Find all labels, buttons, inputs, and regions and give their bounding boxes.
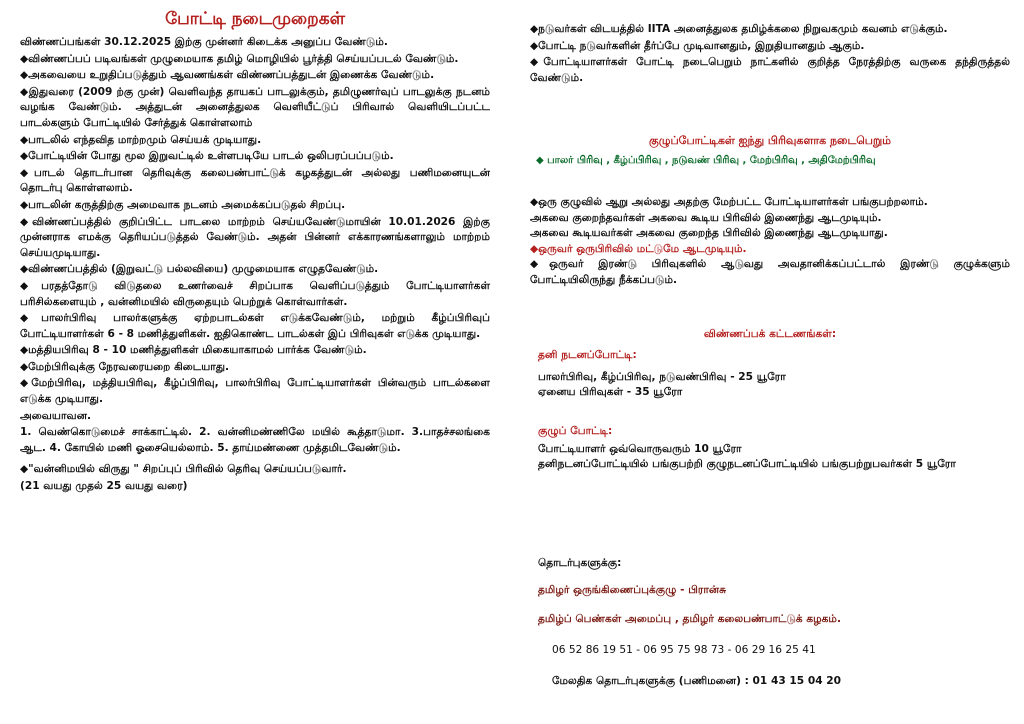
rule-item: ◆மேற்பிரிவு, மத்தியபிரிவு, கீழ்ப்பிரிவு, பாலர்பிரிவு போட்டியாளர்கள் பின்வரும் பாடல்களை எடுக்க முடியாது. — [20, 377, 490, 406]
contact-org: தமிழ்ப் பெண்கள் அமைப்பு , தமிழர் கலைபண்பாட்டுக் கழகம். — [538, 613, 841, 625]
rule-item: ◆பாலர்பிரிவு பாலர்களுக்கு ஏற்றபாடல்கள் எடுக்கவேண்டும், மற்றும் கீழ்ப்பிரிவுப் போட்டியாளர்கள் 6 - 8 மணித்துளிகள். ஐதிகொண்ட பாடல்கள் இப் பிரிவுகள் எடுக்க முடியாது. — [20, 312, 490, 340]
fee-line: பாலர்பிரிவு, கீழ்ப்பிரிவு, நடுவண்பிரிவு - 25 யூரோ — [538, 370, 786, 383]
contact-org: தமிழர் ஒருங்கிணைப்புக்குழு - பிரான்சு — [538, 584, 727, 596]
rule-item: ◆போட்டியாளர்கள் போட்டி நடைபெறும் நாட்களில் குறித்த நேரத்திற்கு வருகை தந்திருத்தல் வேண்டும். — [530, 56, 1010, 84]
rule-item: அகவை கூடியவர்கள் அகவை குறைந்த பிரிவில் இணைந்து ஆடமுடியாது. — [530, 227, 888, 240]
rule-item: ◆பாடலில் எந்தவித மாற்றமும் செய்யக் முடியாது. — [20, 133, 262, 146]
fee-line: ஏனைய பிரிவுகள் - 35 யூரோ — [538, 386, 683, 399]
solo-heading: தனி நடனப்போட்டி: — [538, 349, 637, 361]
extra-contact: மேலதிக தொடர்புகளுக்கு (பணிமனை) : 01 43 15 04 20 — [552, 675, 841, 687]
rule-item: விண்ணப்பங்கள் 30.12.2025 இற்கு முன்னர் கிடைக்க அனுப்ப வேண்டும். — [20, 36, 388, 48]
fee-line: தனிநடனப்போட்டியில் பங்குபற்றி குழுநடனப்போட்டியில் பங்குபற்றுபவர்கள் 5 யூரோ — [538, 458, 956, 471]
fee-line: போட்டியாளர் ஒவ்வொருவரும் 10 யூரோ — [538, 442, 742, 455]
song-list: 1. வெண்கொடுமைச் சாக்காட்டில். 2. வன்னிமண்ணிலே மயில் கூத்தாடுமா. 3.பாதச்சலங்கை ஆட. 4. கோயில் மணி ஓசையெல்லாம். 5. தாய்மண்ணை முத்தமிடவேண்டும். — [20, 426, 490, 454]
rule-item: ◆மத்தியபிரிவு 8 - 10 மணித்துளிகள் மிகையாகாமல் பார்க்க வேண்டும். — [20, 344, 367, 357]
rule-item: அகவை குறைந்தவர்கள் அகவை கூடிய பிரிவில் இணைந்து ஆடமுடியும். — [530, 211, 882, 224]
rule-item: ◆விண்ணப்பத்தில் குறிப்பிட்ட பாடலை மாற்றம் செய்யவேண்டுமாயின் 10.01.2026 இற்கு முன்னராக எமக்கு தெரியப்படுத்தல் வேண்டும். அதன் பின்னர் எக்காரணங்களாலும் மாற்றம் செய்யமுடியாது. — [20, 215, 490, 259]
judging-rules — [530, 22, 1010, 87]
page-title: போட்டி நடைமுறைகள் — [165, 9, 345, 29]
rule-item: ◆மேற்பிரிவுக்கு நேரவரையறை கிடையாது. — [20, 360, 230, 373]
rule-item: ◆பாடலின் கருத்திற்கு அமைவாக நடனம் அமைக்கப்படுதல் சிறப்பு. — [20, 198, 346, 211]
phone-numbers: 06 52 86 19 51 - 06 95 75 98 73 - 06 29 16 25 41 — [552, 644, 816, 656]
rule-item: ◆விண்ணப்பத்தில் (இறுவட்டு பல்லவியை) முழுமையாக எழுதவேண்டும். — [20, 263, 379, 276]
rule-item: அவையாவன. — [20, 409, 91, 422]
rule-item: ◆நடுவர்கள் விடயத்தில் IITA அனைத்துலக தமிழ்க்கலை நிறுவகமும் கவனம் எடுக்கும். — [530, 23, 948, 35]
single-division-rule: ◆ஒருவர் ஒருபிரிவில் மட்டுமே ஆடமுடியும். — [530, 242, 747, 255]
group-fee-heading: குழுப் போட்டி: — [538, 425, 613, 437]
solo-fees — [538, 348, 1010, 401]
rule-item: ◆இதுவரை (2009 ற்கு முன்) வெளிவந்த தாயகப் பாடலுக்கும், தமிழுணர்வுப் பாடலுக்கு நடனம் வழங்க வேண்டும். அத்துடன் அனைத்துலக வெளியீட்டுப் பிரிவால் வெளியிடப்பட்ட பாடல்களும் போட்டியில் சேர்த்துக் கொள்ளலாம் — [20, 85, 490, 129]
divisions-line: ◆ பாலர் பிரிவு , கீழ்ப்பிரிவு , நடுவண் பிரிவு , மேற்பிரிவு , அதிமேற்பிரிவு — [536, 155, 876, 166]
rule-item: ◆போட்டியின் போது மூல இறுவட்டில் உள்ளபடியே பாடல் ஒலிபரப்பப்படும். — [20, 150, 394, 163]
age-range: (21 வயது முதல் 25 வயது வரை) — [20, 480, 188, 493]
award-rule: ◆"வன்னிமயில் விருது " சிறப்புப் பிரிவில் தெரிவு செய்யப்படுவார். — [20, 463, 347, 476]
rule-item: ◆அகவையை உறுதிப்படுத்தும் ஆவணங்கள் விண்ணப்பத்துடன் இணைக்க வேண்டும். — [20, 69, 435, 82]
rule-item: ◆பரதத்தோடு விடுதலை உணர்வைச் சிறப்பாக வெளிப்படுத்தும் போட்டியாளர்கள் பரிசில்களையும் , வன்னிமயில் விருதையும் பெற்றுக் கொள்வார்கள். — [20, 279, 490, 308]
right-column — [530, 0, 1010, 724]
rule-item: ◆போட்டி நடுவர்களின் தீர்ப்பே முடிவானதும், இறுதியானதும் ஆகும். — [530, 39, 865, 52]
contact-heading: தொடர்புகளுக்கு: — [538, 557, 622, 569]
double-division-rule: ◆ஒருவர் இரண்டு பிரிவுகளில் ஆடுவது அவதானிக்கப்பட்டால் இரண்டு குழுக்களும் போட்டியிலிருந்து நீக்கப்படும். — [530, 258, 1010, 286]
left-column — [20, 0, 490, 724]
group-heading: குழுப்போட்டிகள் ஐந்து பிரிவுகளாக நடைபெறும் — [648, 134, 892, 147]
rule-item: ◆ஒரு குழுவில் ஆறு அல்லது அதற்கு மேற்பட்ட போட்டியாளர்கள் பங்குபற்றலாம். — [530, 196, 928, 208]
fees-heading: விண்ணப்பக் கட்டணங்கள்: — [703, 328, 837, 340]
group-fees — [538, 424, 1010, 473]
rule-item: ◆விண்ணப்பப் படிவங்கள் முழுமையாக தமிழ் மொழியில் பூர்த்தி செய்யப்படல் வேண்டும். — [20, 52, 459, 65]
rule-item: ◆பாடல் தொடர்பான தெரிவுக்கு கலைபண்பாட்டுக் கழகத்துடன் அல்லது பணிமனையுடன் தொடர்பு கொள்ளலாம். — [20, 166, 490, 195]
group-rules — [530, 195, 1010, 289]
rules-list — [20, 35, 490, 495]
